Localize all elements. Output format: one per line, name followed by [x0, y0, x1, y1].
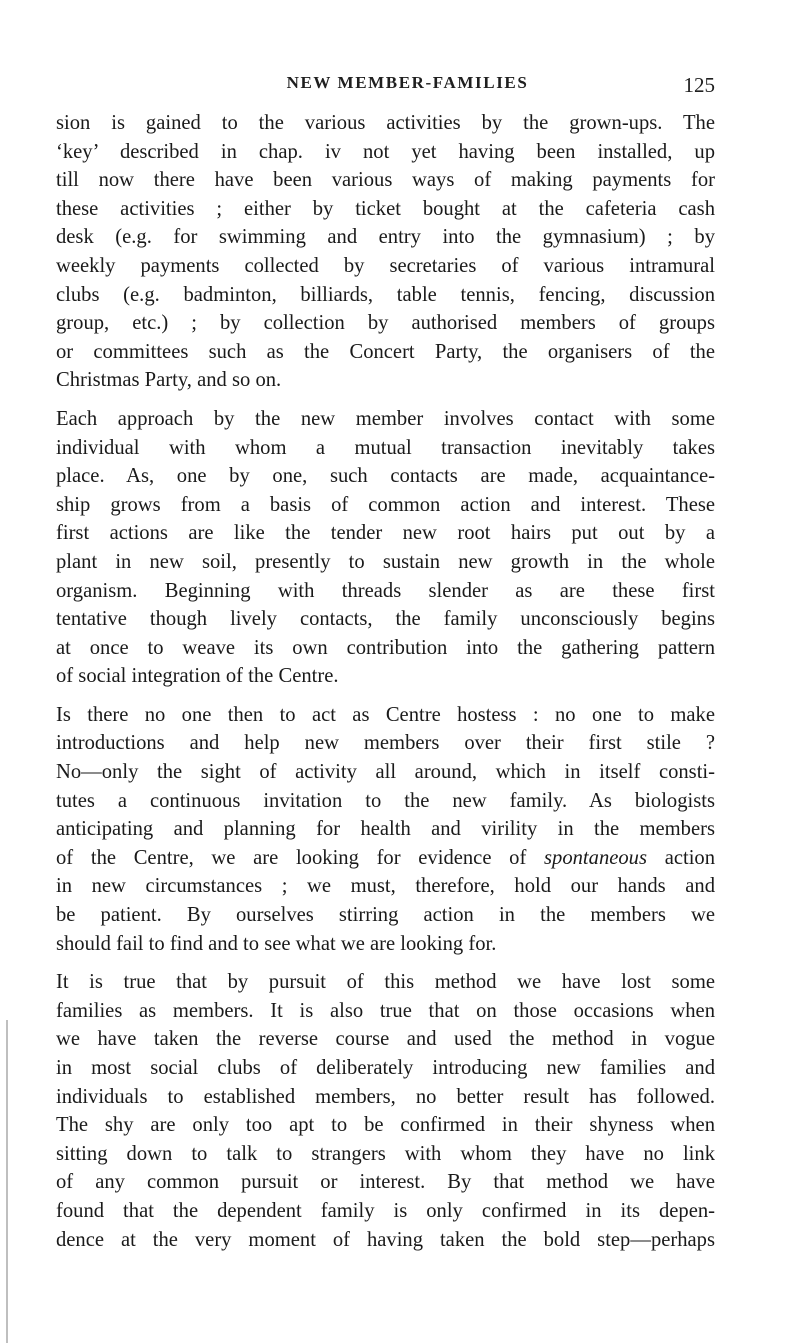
text-line: we have taken the reverse course and used the method in vogue	[56, 1028, 715, 1051]
text-line: place. As, one by one, such contacts are made, acquaintance-	[56, 465, 715, 488]
text-line: at once to weave its own contribution into the gathering pattern	[56, 636, 715, 659]
text-line: Is there no one then to act as Centre hostess : no one to make	[56, 703, 715, 726]
text-line: individual with whom a mutual transaction inevitably takes	[56, 436, 715, 459]
text-line: till now there have been various ways of making payments for	[56, 169, 715, 192]
text-line: tentative though lively contacts, the family unconsciously begins	[56, 608, 715, 631]
text-line: or committees such as the Concert Party, the organisers of the	[56, 340, 715, 363]
text-line: dence at the very moment of having taken the bold step—perhaps	[56, 1228, 715, 1251]
text-line: tutes a continuous invitation to the new family. As biologists	[56, 789, 715, 812]
text-line: introductions and help new members over their first stile ?	[56, 732, 715, 755]
text-segment: action	[664, 846, 715, 869]
paragraph-2	[56, 405, 715, 691]
text-line: sitting down to talk to strangers with whom they have no link	[56, 1142, 715, 1165]
text-line: Christmas Party, and so on.	[56, 369, 282, 392]
text-line: It is true that by pursuit of this method we have lost some	[56, 971, 715, 994]
text-line: should fail to find and to see what we are looking for.	[56, 932, 497, 955]
running-title: NEW MEMBER-FAMILIES	[286, 73, 529, 92]
paragraph-4	[56, 968, 715, 1254]
text-line: first actions are like the tender new root hairs put out by a	[56, 522, 715, 545]
text-line: be patient. By ourselves stirring action in the members we	[56, 904, 715, 927]
text-line: clubs (e.g. badminton, billiards, table tennis, fencing, discussion	[56, 283, 715, 306]
text-line: plant in new soil, presently to sustain new growth in the whole	[56, 550, 715, 573]
text-line-with-emphasis	[56, 844, 715, 873]
text-line: in most social clubs of deliberately introducing new families and	[56, 1057, 715, 1079]
text-line: No—only the sight of activity all around, which in itself consti-	[56, 761, 715, 784]
running-head	[60, 73, 715, 99]
text-line: ship grows from a basis of common action and interest. These	[56, 493, 715, 516]
text-segment: of the Centre, we are looking for evidence of	[56, 846, 527, 869]
text-line: Each approach by the new member involves contact with some	[56, 407, 715, 430]
emphasis-spontaneous: spontaneous	[544, 846, 647, 869]
text-line: anticipating and planning for health and virility in the members	[56, 818, 715, 841]
text-line: in new circumstances ; we must, therefore, hold our hands and	[56, 875, 715, 898]
text-line: organism. Beginning with threads slender as are these first	[56, 579, 715, 602]
text-line: desk (e.g. for swimming and entry into the gymnasium) ; by	[56, 226, 715, 249]
text-line: of social integration of the Centre.	[56, 665, 339, 688]
text-line: sion is gained to the various activities by the grown-ups. The	[56, 112, 715, 134]
text-line: these activities ; either by ticket bought at the cafeteria cash	[56, 197, 715, 220]
page-number: 125	[683, 73, 715, 97]
text-line: The shy are only too apt to be confirmed in their shyness when	[56, 1114, 715, 1137]
text-line: individuals to established members, no better result has followed.	[56, 1085, 715, 1108]
text-line: ‘key’ described in chap. iv not yet having been installed, up	[56, 140, 715, 163]
paragraph-1	[56, 109, 715, 395]
text-line: weekly payments collected by secretaries of various intramural	[56, 254, 715, 277]
text-line: group, etc.) ; by collection by authorised members of groups	[56, 312, 715, 335]
text-line: of any common pursuit or interest. By that method we have	[56, 1171, 715, 1194]
paragraph-3	[56, 701, 715, 958]
text-line: families as members. It is also true that on those occasions when	[56, 999, 715, 1022]
page-edge-shadow	[6, 1020, 8, 1343]
body-text	[56, 109, 715, 1254]
text-line: found that the dependent family is only confirmed in its depen-	[56, 1199, 715, 1222]
